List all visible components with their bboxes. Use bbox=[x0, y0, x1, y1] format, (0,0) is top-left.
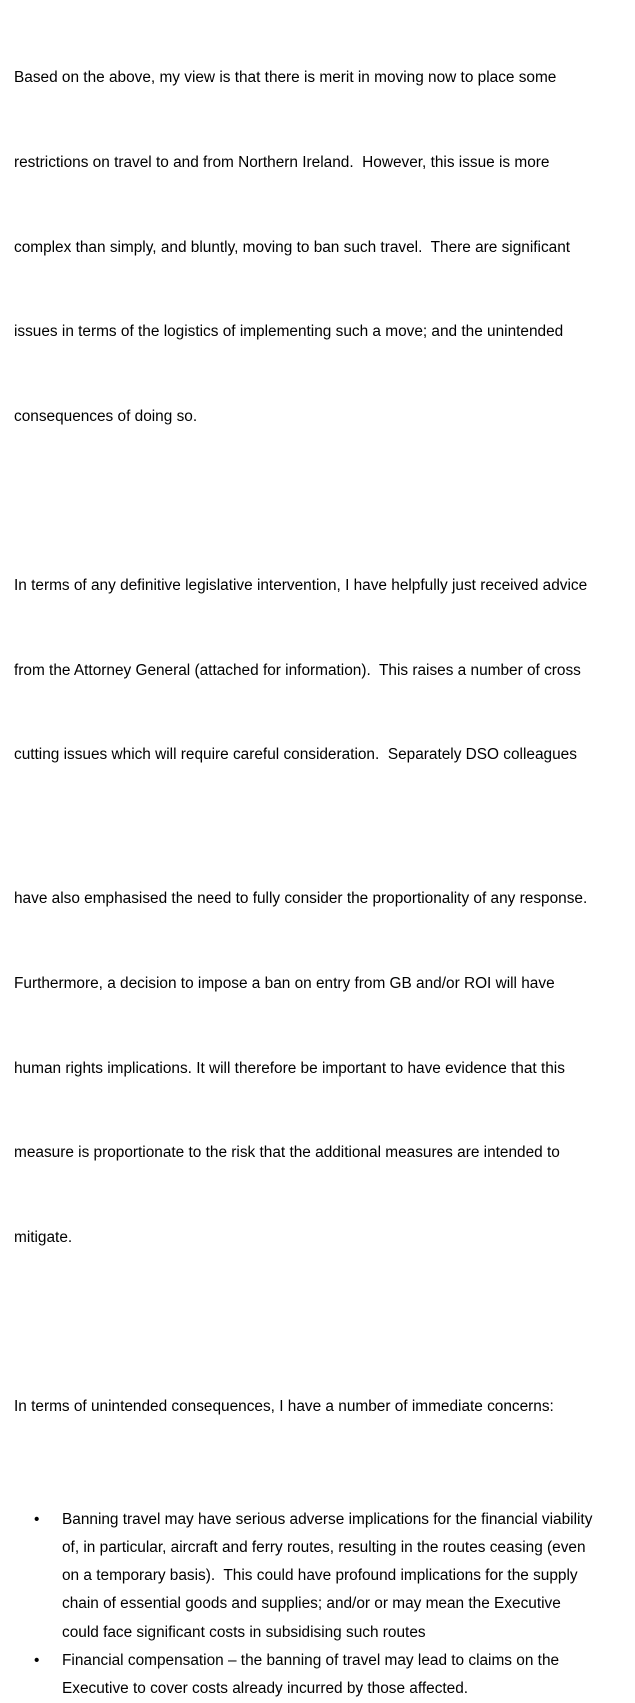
text-line: mitigate. bbox=[14, 1228, 73, 1246]
text-line: measure is proportionate to the risk that the additional measures are intended to bbox=[14, 1144, 560, 1162]
list-item bbox=[14, 1506, 632, 1647]
text-line: In terms of unintended consequences, I have a number of immediate concerns: bbox=[14, 1397, 554, 1415]
text-line: In terms of any definitive legislative intervention, I have helpfully just received advice bbox=[14, 577, 588, 595]
text-line: Executive to cover costs already incurred by those affected. bbox=[62, 1679, 469, 1697]
paragraph-travel-restrictions bbox=[14, 8, 632, 487]
text-line: Furthermore, a decision to impose a ban on entry from GB and/or ROI will have bbox=[14, 974, 555, 992]
text-line: on a temporary basis). This could have profound implications for the supply bbox=[62, 1567, 578, 1585]
text-line: restrictions on travel to and from Northern Ireland. However, this issue is more bbox=[14, 154, 550, 172]
text-line: from the Attorney General (attached for information). This raises a number of cross bbox=[14, 661, 581, 679]
text-line: have also emphasised the need to fully consider the proportionality of any response. bbox=[14, 890, 588, 908]
text-line: complex than simply, and bluntly, moving to ban such travel. There are significant bbox=[14, 238, 571, 256]
paragraph-unintended-consequences bbox=[14, 1337, 632, 1478]
list-item bbox=[14, 1647, 632, 1703]
text-line: Based on the above, my view is that there is merit in moving now to place some bbox=[14, 69, 557, 87]
text-line: of, in particular, aircraft and ferry routes, resulting in the routes ceasing (even bbox=[62, 1538, 586, 1556]
document-body bbox=[14, 8, 632, 1703]
bullet-icon: • bbox=[34, 1651, 40, 1669]
paragraph-legislative-intervention bbox=[14, 516, 632, 826]
text-line: human rights implications. It will therefore be important to have evidence that this bbox=[14, 1059, 565, 1077]
text-line: chain of essential goods and supplies; and/or or may mean the Executive bbox=[62, 1595, 561, 1613]
paragraph-proportionality bbox=[14, 829, 632, 1308]
text-line: consequences of doing so. bbox=[14, 407, 198, 425]
bullet-icon: • bbox=[34, 1510, 40, 1528]
text-line: Banning travel may have serious adverse implications for the financial viability bbox=[62, 1510, 593, 1528]
text-line: issues in terms of the logistics of implementing such a move; and the unintended bbox=[14, 323, 564, 341]
concerns-list bbox=[14, 1506, 632, 1703]
text-line: could face significant costs in subsidising such routes bbox=[62, 1623, 426, 1641]
text-line: cutting issues which will require careful consideration. Separately DSO colleagues bbox=[14, 746, 577, 764]
text-line: Financial compensation – the banning of travel may lead to claims on the bbox=[62, 1651, 560, 1669]
